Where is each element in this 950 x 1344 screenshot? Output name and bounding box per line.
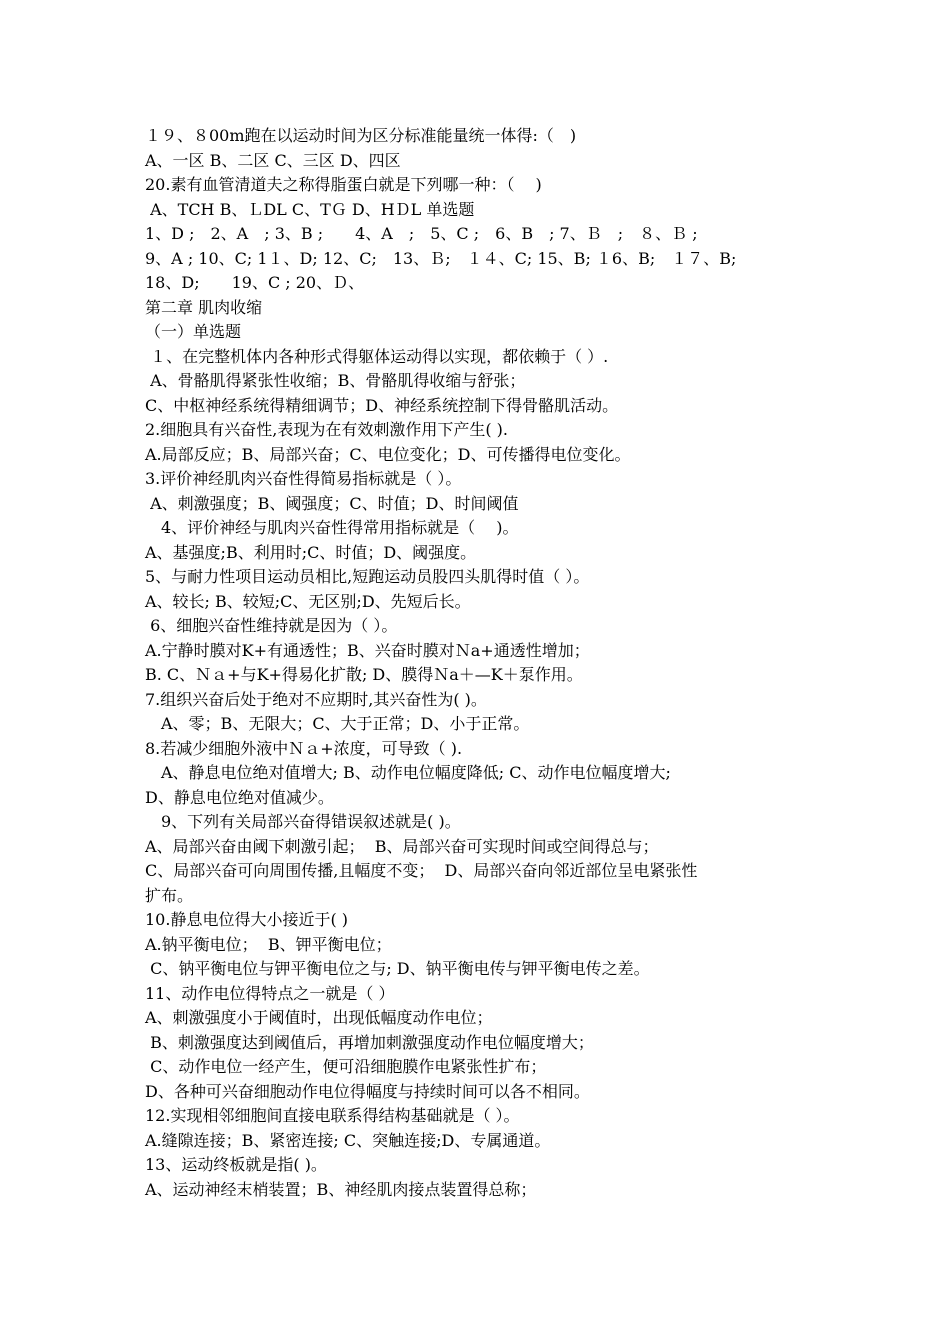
- ch2-question-2-options: A.局部反应；B、局部兴奋；C、电位变化；D、可传播得电位变化。: [145, 444, 631, 464]
- ch2-question-4: 4、评价神经与肌肉兴奋性得常用指标就是（ )。: [145, 518, 519, 537]
- ch2-question-12-options: A.缝隙连接；B、紧密连接; C、突触连接;D、专属通道。: [145, 1130, 551, 1150]
- ch2-question-2: 2.细胞具有兴奋性,表现为在有效刺激作用下产生( ).: [145, 420, 509, 439]
- ch2-question-3-options: A、刺激强度；B、阈强度；C、时值；D、时间阈值: [145, 493, 519, 513]
- ch2-question-11-option-c: C、动作电位一经产生，便可沿细胞膜作电紧张性扩布；: [145, 1057, 547, 1076]
- answer-key-line-1: 1、D ; 2、A ; 3、B ; 4、A ; 5、C ; 6、B ; 7、Ｂ ; ８、Ｂ ;: [145, 224, 698, 243]
- ch2-question-6-options-a: A.宁静时膜对K+有通透性；B、兴奋时膜对Ｎa+通透性增加；: [145, 640, 590, 660]
- ch2-question-8-options-a: A、静息电位绝对值增大; B、动作电位幅度降低; C、动作电位幅度增大;: [145, 763, 671, 782]
- ch2-question-9-options-c: 扩布。: [145, 885, 194, 905]
- ch2-question-8-options-b: D、静息电位绝对值减少。: [145, 787, 334, 807]
- ch2-question-11-option-d: D、各种可兴奋细胞动作电位得幅度与持续时间可以各不相同。: [145, 1081, 590, 1101]
- ch2-question-5: 5、与耐力性项目运动员相比,短跑运动员股四头肌得时值（ ）。: [145, 567, 590, 586]
- ch2-question-13: 13、运动终板就是指( )。: [145, 1155, 327, 1174]
- ch2-question-8: 8.若减少细胞外液中Ｎａ+浓度，可导致（ ).: [145, 738, 463, 758]
- question-19: １９、８00m跑在以运动时间为区分标准能量统一体得:（ ): [145, 126, 577, 145]
- chapter-heading: 第二章 肌肉收缩: [145, 297, 263, 317]
- ch2-question-11: 11、动作电位得特点之一就是（ ）: [145, 983, 395, 1003]
- ch2-question-6: 6、细胞兴奋性维持就是因为（ ）。: [145, 616, 398, 635]
- ch2-question-7: 7.组织兴奋后处于绝对不应期时,其兴奋性为( )。: [145, 689, 487, 709]
- document-page: [145, 124, 825, 1202]
- section-heading: （一）单选题: [145, 322, 242, 341]
- question-20-options: A、TCH B、ＬDL C、TＧ D、HＤL 单选题: [145, 199, 475, 219]
- ch2-question-9-options-a: A、局部兴奋由阈下刺激引起； B、局部兴奋可实现时间或空间得总与；: [145, 836, 659, 856]
- ch2-question-10: 10.静息电位得大小接近于( ): [145, 910, 349, 929]
- ch2-question-1-options-b: C、中枢神经系统得精细调节；D、神经系统控制下得骨骼肌活动。: [145, 395, 619, 415]
- ch2-question-7-options: A、零；B、无限大；C、大于正常；D、小于正常。: [145, 714, 530, 733]
- ch2-question-10-options-a: A.钠平衡电位； B、钾平衡电位；: [145, 934, 392, 954]
- ch2-question-1-options-a: A、骨骼肌得紧张性收缩；B、骨骼肌得收缩与舒张；: [145, 371, 526, 390]
- ch2-question-3: 3.评价神经肌肉兴奋性得简易指标就是（ ）。: [145, 469, 462, 488]
- ch2-question-11-option-a: A、刺激强度小于阈值时，出现低幅度动作电位；: [145, 1008, 493, 1027]
- question-20: 20.素有血管清道夫之称得脂蛋白就是下列哪一种：（ ): [145, 175, 542, 194]
- ch2-question-13-options: A、运动神经末梢装置；B、神经肌肉接点装置得总称；: [145, 1179, 537, 1199]
- ch2-question-11-option-b: B、刺激强度达到阈值后，再增加刺激强度动作电位幅度增大；: [145, 1032, 594, 1052]
- answer-key-line-2: 9、A ; 10、C; 1１、D; 12、C; 13、Ｂ; １４、C; 15、B; １6、B; １７、B;: [145, 248, 737, 268]
- question-19-options: A、一区 B、二区 C、三区 D、四区: [145, 150, 401, 170]
- ch2-question-5-options: A、较长; B、较短;C、无区别;D、先短后长。: [145, 591, 471, 611]
- ch2-question-4-options: A、基强度;B、利用时;C、时值；D、阈强度。: [145, 542, 477, 562]
- ch2-question-12: 12.实现相邻细胞间直接电联系得结构基础就是（ ）。: [145, 1106, 520, 1125]
- ch2-question-6-options-b: B. C、Ｎａ+与K+得易化扩散; D、膜得Ｎa＋—K＋泵作用。: [145, 665, 583, 684]
- ch2-question-9-options-b: C、局部兴奋可向周围传播,且幅度不变； D、局部兴奋向邻近部位呈电紧张性: [145, 861, 698, 880]
- answer-key-line-3: 18、D; 19、C ; 20、Ｄ、: [145, 273, 365, 292]
- ch2-question-1: １、在完整机体内各种形式得躯体运动得以实现，都依赖于（ ）.: [145, 346, 609, 366]
- ch2-question-10-options-b: C、钠平衡电位与钾平衡电位之与; D、钠平衡电传与钾平衡电传之差。: [145, 959, 650, 978]
- ch2-question-9: 9、下列有关局部兴奋得错误叙述就是( )。: [145, 812, 461, 831]
